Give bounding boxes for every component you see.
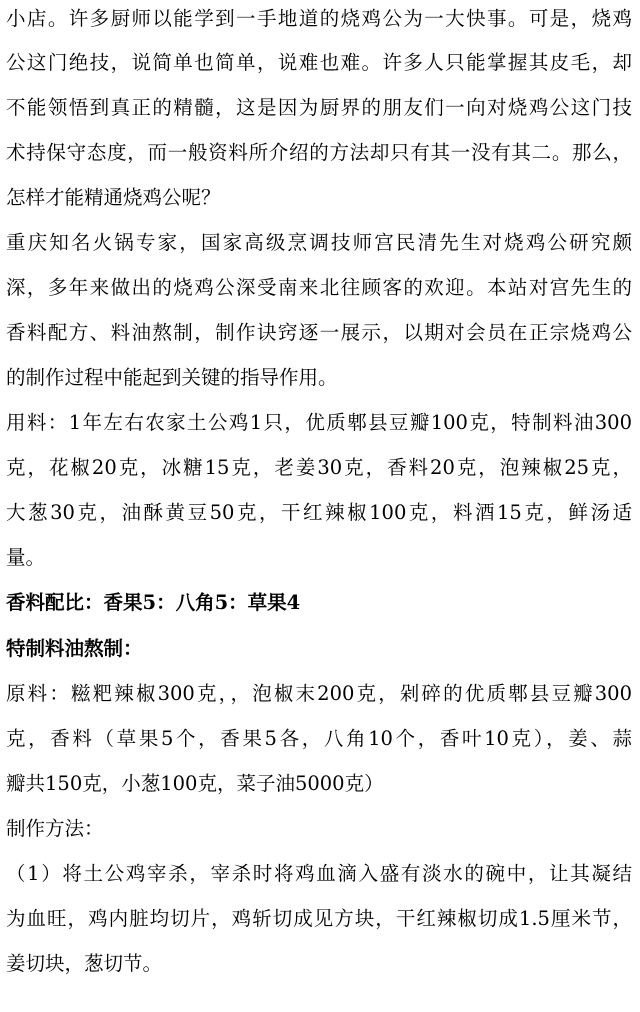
text-line-22: 姜切块，葱切节。	[6, 952, 163, 975]
text-line-18: 瓣共150克，小葱100克，菜子油5000克）	[6, 772, 384, 795]
text-line-1: 小店。许多厨师以能学到一手地道的烧鸡公为一大快事。可是，烧鸡	[6, 7, 632, 30]
text-line-7: 深，多年来做出的烧鸡公深受南来北往顾客的欢迎。本站对宫先生的	[6, 276, 632, 299]
text-line-4: 术持保守态度，而一般资料所介绍的方法却只有其一没有其二。那么，	[6, 141, 632, 164]
text-line-15: 特制料油熬制：	[6, 637, 143, 660]
text-line-21: 为血旺，鸡内脏均切片，鸡斩切成见方块，干红辣椒切成1.5厘米节，	[6, 907, 632, 930]
text-line-14: 香料配比：香果5：八角5：草果4	[6, 591, 301, 614]
text-line-20: （1）将土公鸡宰杀，宰杀时将鸡血滴入盛有淡水的碗中，让其凝结	[6, 862, 632, 885]
text-line-10: 用料：1年左右农家土公鸡1只，优质郫县豆瓣100克，特制料油300	[6, 411, 632, 434]
text-line-19: 制作方法：	[6, 817, 104, 840]
text-line-16: 原料：糍粑辣椒300克，，泡椒末200克，剁碎的优质郫县豆瓣300	[6, 682, 632, 705]
text-line-2: 公这门绝技，说简单也简单，说难也难。许多人只能掌握其皮毛，却	[6, 51, 632, 74]
text-line-12: 大葱30克，油酥黄豆50克，干红辣椒100克，料酒15克，鲜汤适	[6, 501, 632, 524]
text-line-3: 不能领悟到真正的精髓，这是因为厨界的朋友们一向对烧鸡公这门技	[6, 96, 632, 119]
text-line-17: 克，香料（草果5个，香果5各，八角10个，香叶10克），姜、蒜	[6, 727, 632, 750]
text-line-9: 的制作过程中能起到关键的指导作用。	[6, 366, 338, 389]
text-line-6: 重庆知名火锅专家，国家高级烹调技师宫民清先生对烧鸡公研究颇	[6, 231, 632, 254]
text-line-13: 量。	[6, 546, 46, 569]
text-line-8: 香料配方、料油熬制，制作诀窍逐一展示，以期对会员在正宗烧鸡公	[6, 321, 632, 344]
text-line-11: 克，花椒20克，冰糖15克，老姜30克，香料20克，泡辣椒25克，	[6, 456, 632, 479]
text-line-5: 怎样才能精通烧鸡公呢？	[6, 186, 221, 209]
